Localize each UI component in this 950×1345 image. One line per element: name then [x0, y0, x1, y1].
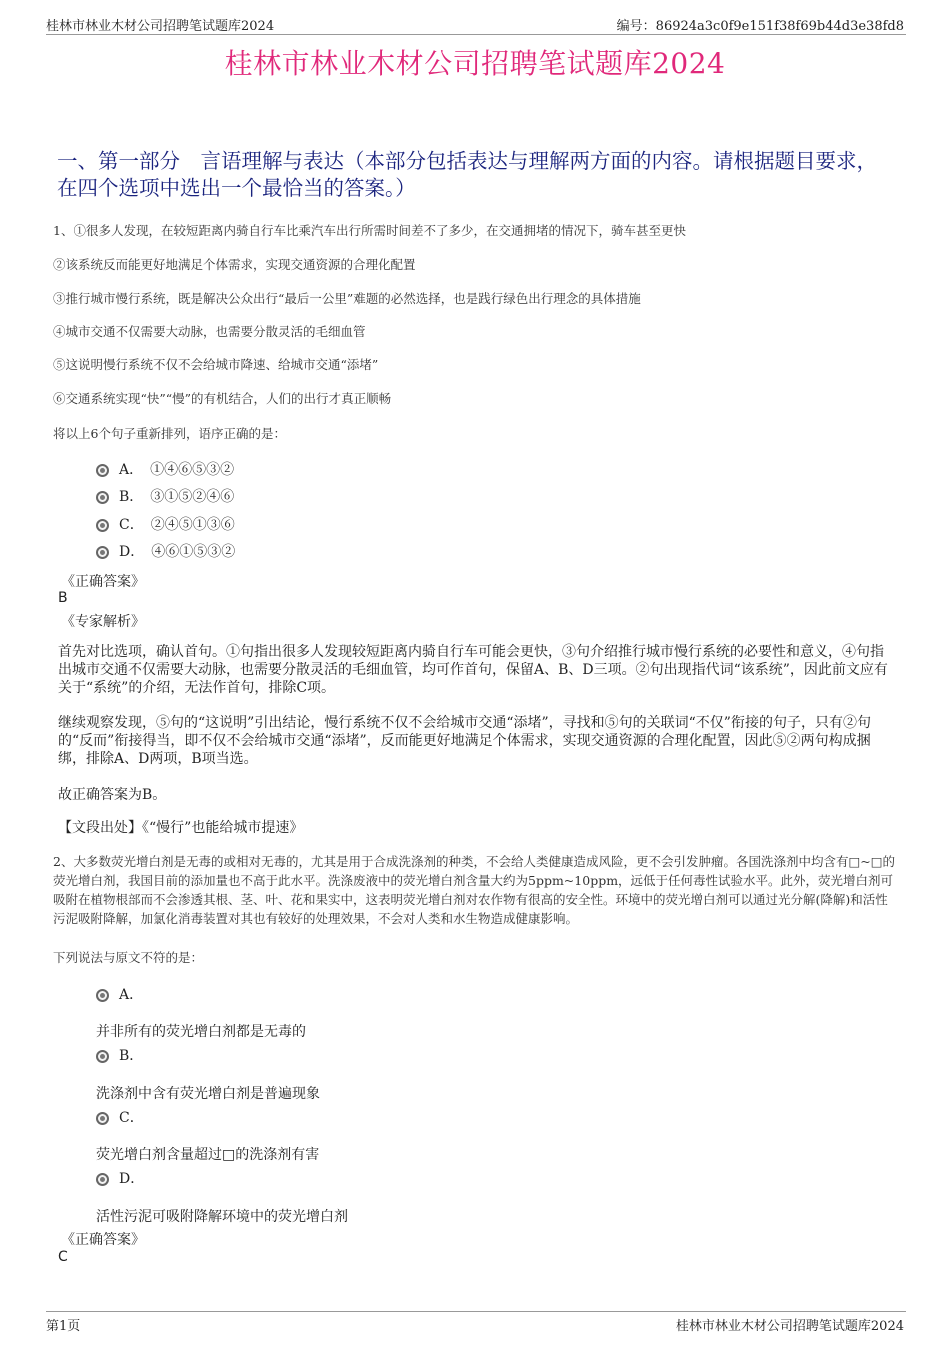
- q1-answer: B: [58, 590, 68, 606]
- q1-analysis-para-2: 继续观察发现，⑤句的“这说明”引出结论，慢行系统不仅不会给城市交通“添堵”，寻找和⑤句的关联词“不仅”衔接的句子，只有②句的“反而”衔接得当，即不仅不会给城市交通“添堵”，反而能更好地满足个体需求，实现交通资源的合理化配置，因此⑤②两句构成捆绑，排除A、D两项，B项当选。: [58, 715, 871, 767]
- header-left-text: 桂林市林业木材公司招聘笔试题库2024: [46, 19, 275, 34]
- radio-icon[interactable]: [96, 519, 109, 532]
- q1-sentence-1: 1、①很多人发现，在较短距离内骑自行车比乘汽车出行所需时间差不了多少，在交通拥堵的情况下，骑车甚至更快: [53, 223, 686, 238]
- q2-option-b-text: 洗涤剂中含有荧光增白剂是普遍现象: [96, 1086, 320, 1102]
- radio-icon[interactable]: [96, 989, 109, 1002]
- page-footer: [46, 1311, 906, 1332]
- radio-icon[interactable]: [96, 1050, 109, 1063]
- q1-analysis-conclusion: 故正确答案为B。: [58, 787, 167, 803]
- radio-icon[interactable]: [96, 491, 109, 504]
- q1-sentence-4: ④城市交通不仅需要大动脉，也需要分散灵活的毛细血管: [53, 324, 366, 339]
- document-number: 编号：86924a3c0f9e151f38f69b44d3e38fd8: [616, 19, 904, 34]
- page-number: 第1页: [46, 1319, 81, 1334]
- radio-icon[interactable]: [96, 546, 109, 559]
- footer-title: 桂林市林业木材公司招聘笔试题库2024: [675, 1319, 904, 1334]
- q2-option-d-text: 活性污泥可吸附降解环境中的荧光增白剂: [96, 1209, 348, 1225]
- radio-icon[interactable]: [96, 464, 109, 477]
- q2-prompt: 下列说法与原文不符的是：: [53, 950, 204, 965]
- q2-option-a[interactable]: A．: [96, 984, 143, 1004]
- q2-answer-label: 《正确答案》: [61, 1232, 145, 1248]
- q2-option-c[interactable]: C．: [96, 1107, 144, 1127]
- q1-option-a[interactable]: A． ①④⑥⑤③②: [96, 459, 234, 479]
- q1-sentence-2: ②该系统反而能更好地满足个体需求，实现交通资源的合理化配置: [53, 257, 416, 272]
- q2-option-c-text: 荧光增白剂含量超过□的洗涤剂有害: [96, 1147, 320, 1163]
- q2-option-b[interactable]: B．: [96, 1045, 143, 1065]
- q2-option-d[interactable]: D．: [96, 1168, 144, 1188]
- radio-icon[interactable]: [96, 1112, 109, 1125]
- q1-source: 【文段出处】《“慢行”也能给城市提速》: [58, 820, 304, 836]
- q2-option-a-text: 并非所有的荧光增白剂都是无毒的: [96, 1024, 306, 1040]
- q1-prompt: 将以上6个句子重新排列，语序正确的是：: [53, 426, 286, 441]
- document-title: 桂林市林业木材公司招聘笔试题库2024: [224, 47, 726, 80]
- radio-icon[interactable]: [96, 1173, 109, 1186]
- q1-sentence-6: ⑥交通系统实现“快”“慢”的有机结合，人们的出行才真正顺畅: [53, 391, 392, 406]
- q1-sentence-3: ③推行城市慢行系统，既是解决公众出行“最后一公里”难题的必然选择，也是践行绿色出行理念的具体措施: [53, 291, 641, 306]
- q1-sentence-5: ⑤这说明慢行系统不仅不会给城市降速、给城市交通“添堵”: [53, 357, 379, 372]
- q2-answer: C: [58, 1249, 68, 1265]
- q1-analysis-para-1: 首先对比选项，确认首句。①句指出很多人发现较短距离内骑自行车可能会更快，③句介绍推行城市慢行系统的必要性和意义，④句指出城市交通不仅需要大动脉，也需要分散灵活的毛细血管，均可作首句，保留A、B、D三项。②句出现指代词“该系统”，因此前文应有关于“系统”的介绍，无法作首句，排除C项。: [58, 644, 888, 696]
- q1-option-d[interactable]: D． ④⑥①⑤③②: [96, 541, 235, 561]
- q1-option-c[interactable]: C． ②④⑤①③⑥: [96, 514, 235, 534]
- q1-answer-label: 《正确答案》: [61, 574, 145, 590]
- q1-analysis-label: 《专家解析》: [61, 614, 145, 630]
- q2-passage: 2、大多数荧光增白剂是无毒的或相对无毒的，尤其是用于合成洗涤剂的种类，不会给人类健康造成风险，更不会引发肿瘤。各国洗涤剂中均含有□~□的荧光增白剂，我国目前的添加量也不高于此水平。洗涤废液中的荧光增白剂含量大约为5ppm~10ppm，远低于任何毒性试验水平。此外，荧光增白剂可吸附在植物根部而不会渗透其根、茎、叶、花和果实中，这表明荧光增白剂对农作物有很高的安全性。环境中的荧光增白剂可以通过光分解(降解)和活性污泥吸附降解，加氯化消毒装置对其也有较好的处理效果，不会对人类和水生物造成健康影响。: [53, 854, 896, 926]
- q1-option-b[interactable]: B． ③①⑤②④⑥: [96, 486, 234, 506]
- page-header: [46, 14, 906, 35]
- section-heading: 一、第一部分 言语理解与表达（本部分包括表达与理解两方面的内容。请根据题目要求，在四个选项中选出一个最恰当的答案。）: [57, 149, 877, 200]
